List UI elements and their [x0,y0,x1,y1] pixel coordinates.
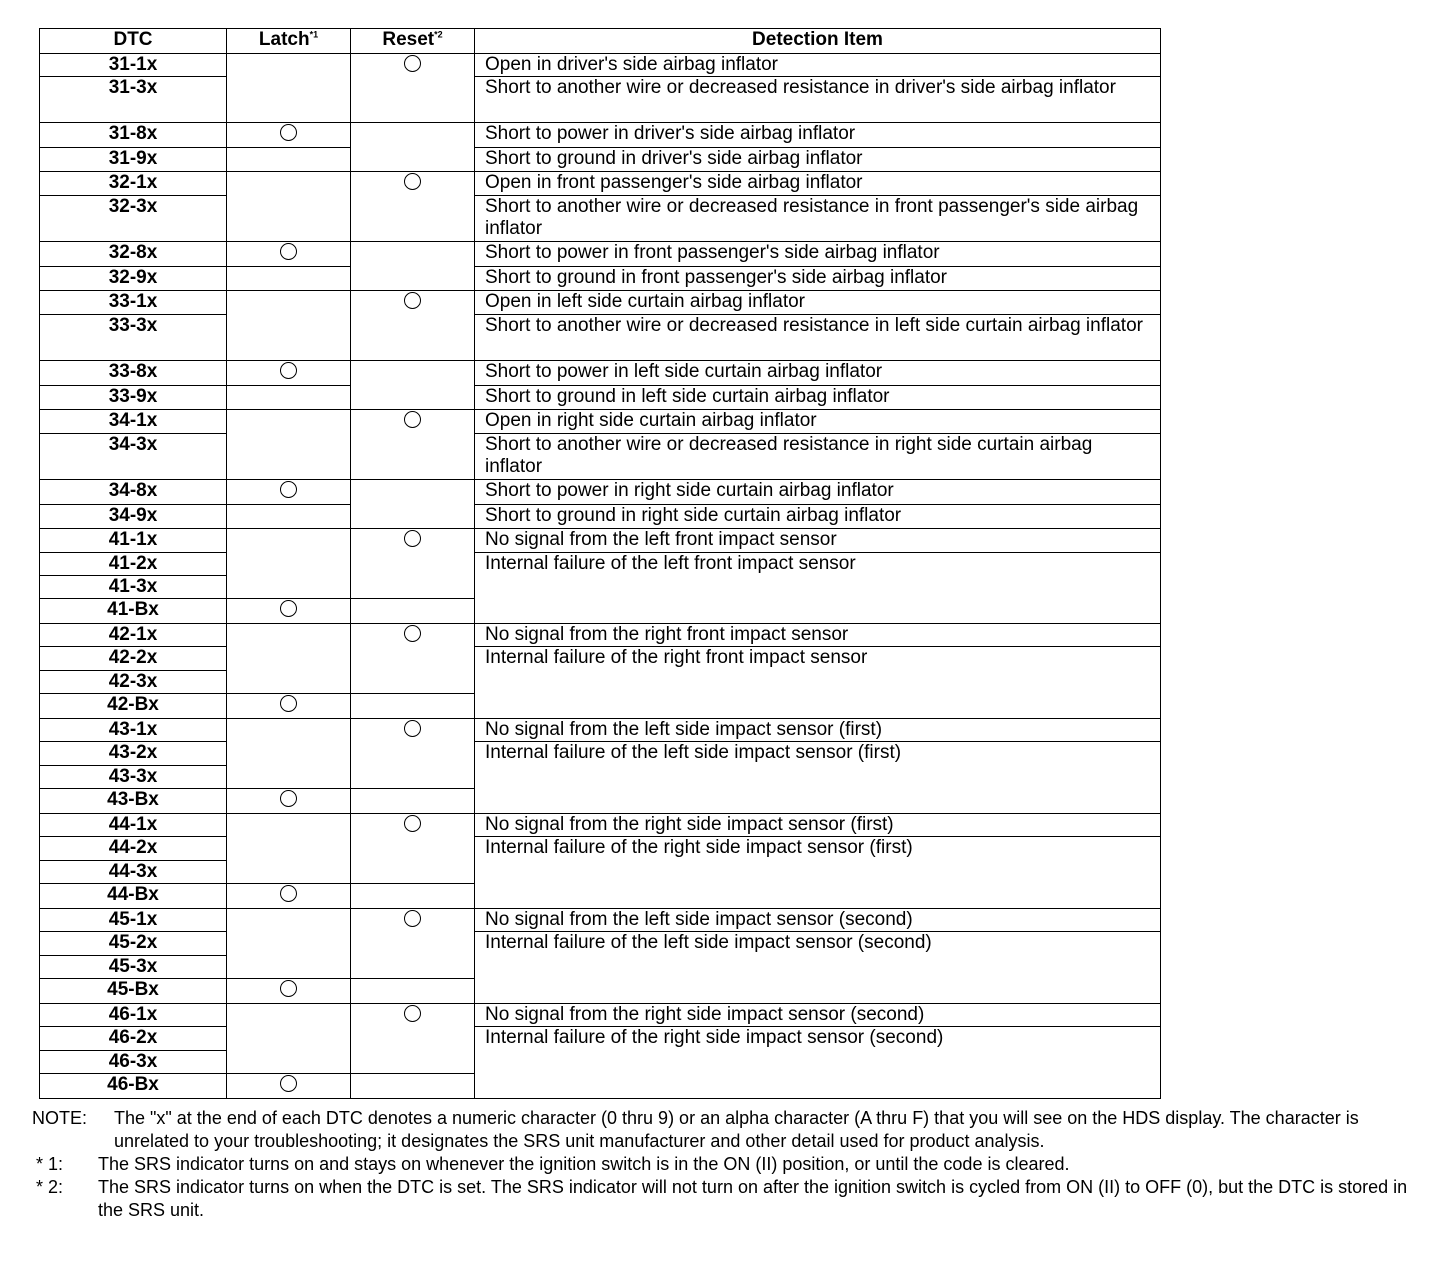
dtc-code: 31-9x [40,148,227,172]
detection-item: Short to another wire or decreased resistance in driver's side airbag inflator [475,77,1161,123]
table-row [40,932,1161,956]
reset-cell [351,979,475,1004]
latch-circle-icon [280,790,297,807]
header-reset-label: Reset [382,29,435,50]
reset-circle-icon [404,910,421,927]
table-row [40,77,1161,123]
footnote-1-text: The SRS indicator turns on and stays on whenever the ignition switch is in the ON (II) position, or until the code is cleared. [98,1154,1070,1174]
dtc-code: 41-1x [40,529,227,553]
table-row [40,814,1161,837]
reset-cell [351,694,475,719]
table-row [40,505,1161,529]
latch-circle-icon [280,600,297,617]
detection-item: Open in front passenger's side airbag inflator [475,172,1161,196]
latch-cell [227,909,351,979]
reset-circle-icon [404,411,421,428]
dtc-code: 33-3x [40,315,227,361]
latch-cell [227,1004,351,1074]
latch-cell [227,505,351,529]
table-row [40,410,1161,434]
latch-circle-icon [280,695,297,712]
detection-item: Short to another wire or decreased resistance in left side curtain airbag inflator [475,315,1161,361]
reset-cell [351,242,475,291]
table-row [40,172,1161,196]
latch-cell [227,291,351,361]
latch-cell [227,480,351,505]
table-row [40,196,1161,242]
latch-circle-icon [280,124,297,141]
reset-cell [351,54,475,123]
latch-cell [227,529,351,599]
table-row [40,291,1161,315]
table-row [40,386,1161,410]
latch-cell [227,242,351,267]
reset-cell [351,884,475,909]
table-row [40,837,1161,861]
reset-cell [351,172,475,242]
table-row [40,529,1161,553]
header-detection-item [475,29,1161,54]
latch-cell [227,361,351,386]
dtc-code: 32-3x [40,196,227,242]
latch-cell [227,599,351,624]
latch-cell [227,410,351,480]
table-body [40,54,1161,1099]
dtc-code: 32-8x [40,242,227,267]
note-text: The "x" at the end of each DTC denotes a numeric character (0 thru 9) or an alpha character (A thru F) that you will see on the HDS display. The character is unrelated to your troubleshooting; it designates the SRS unit manufacturer and other detail used for product analysis. [114,1108,1359,1151]
latch-cell [227,386,351,410]
detection-item: Internal failure of the left side impact sensor (second) [475,932,1161,1004]
reset-circle-icon [404,625,421,642]
table-row [40,624,1161,647]
detection-item: No signal from the right front impact sensor [475,624,1161,647]
table-header-row [40,29,1161,54]
latch-circle-icon [280,481,297,498]
latch-cell [227,719,351,789]
reset-circle-icon [404,815,421,832]
dtc-code: 31-1x [40,54,227,77]
dtc-code: 46-3x [40,1051,227,1074]
detection-item: Internal failure of the right front impact sensor [475,647,1161,719]
dtc-code: 44-1x [40,814,227,837]
dtc-code: 42-Bx [40,694,227,719]
dtc-code: 43-3x [40,766,227,789]
detection-item: Short to ground in driver's side airbag inflator [475,148,1161,172]
dtc-code: 43-1x [40,719,227,742]
detection-item: Short to ground in front passenger's side airbag inflator [475,267,1161,291]
reset-cell [351,624,475,694]
reset-cell [351,599,475,624]
detection-item: Open in right side curtain airbag inflator [475,410,1161,434]
header-dtc-label: DTC [113,29,153,50]
dtc-code: 33-8x [40,361,227,386]
dtc-code: 33-9x [40,386,227,410]
latch-cell [227,814,351,884]
dtc-code: 34-8x [40,480,227,505]
dtc-code: 33-1x [40,291,227,315]
latch-cell [227,624,351,694]
header-latch [227,29,351,54]
note-label: NOTE: [32,1108,88,1128]
latch-cell [227,789,351,814]
table-row [40,267,1161,291]
table-row [40,1004,1161,1027]
latch-cell [227,979,351,1004]
footnote-1-label: * 1: [36,1154,64,1174]
dtc-code: 46-2x [40,1027,227,1051]
detection-item: Open in left side curtain airbag inflator [475,291,1161,315]
reset-cell [351,814,475,884]
dtc-code: 45-2x [40,932,227,956]
dtc-code: 34-3x [40,434,227,480]
latch-cell [227,267,351,291]
table-row [40,315,1161,361]
table-row [40,742,1161,766]
footnote-2-text: The SRS indicator turns on when the DTC is set. The SRS indicator will not turn on after the ignition switch is cycled from ON (II) to OFF (0), but the DTC is stored in the SRS unit. [98,1177,1408,1220]
dtc-code: 34-1x [40,410,227,434]
detection-item: Internal failure of the right side impact sensor (first) [475,837,1161,909]
dtc-code: 34-9x [40,505,227,529]
table-row [40,1027,1161,1051]
header-latch-label: Latch [258,29,310,50]
detection-item: Short to ground in left side curtain airbag inflator [475,386,1161,410]
detection-item: No signal from the left front impact sensor [475,529,1161,553]
dtc-code: 42-1x [40,624,227,647]
detection-item: No signal from the right side impact sensor (second) [475,1004,1161,1027]
dtc-code: 41-2x [40,553,227,576]
latch-cell [227,1074,351,1099]
dtc-code: 32-1x [40,172,227,196]
detection-item: No signal from the left side impact sensor (first) [475,719,1161,742]
table-row [40,553,1161,576]
detection-item: No signal from the left side impact sensor (second) [475,909,1161,932]
reset-circle-icon [404,1005,421,1022]
dtc-code: 31-3x [40,77,227,123]
detection-item: No signal from the right side impact sensor (first) [475,814,1161,837]
detection-item: Short to power in front passenger's side airbag inflator [475,242,1161,267]
header-reset-footnote: *2 [434,29,443,40]
reset-cell [351,1004,475,1074]
table-row [40,719,1161,742]
table-row [40,480,1161,505]
dtc-code: 43-Bx [40,789,227,814]
dtc-code: 41-Bx [40,599,227,624]
reset-cell [351,529,475,599]
reset-circle-icon [404,55,421,72]
reset-cell [351,410,475,480]
header-reset [351,29,475,54]
dtc-code: 45-3x [40,956,227,979]
notes-section [32,1107,1412,1222]
latch-circle-icon [280,243,297,260]
latch-circle-icon [280,980,297,997]
detection-item: Short to power in driver's side airbag inflator [475,123,1161,148]
dtc-code: 31-8x [40,123,227,148]
detection-item: Short to power in left side curtain airbag inflator [475,361,1161,386]
reset-circle-icon [404,530,421,547]
latch-circle-icon [280,1075,297,1092]
footnote-2 [32,1176,1412,1222]
note-line [32,1107,1412,1153]
table-row [40,361,1161,386]
latch-cell [227,148,351,172]
latch-circle-icon [280,885,297,902]
reset-cell [351,1074,475,1099]
table-row [40,242,1161,267]
header-latch-footnote: *1 [309,29,319,40]
latch-cell [227,123,351,148]
detection-item: Short to another wire or decreased resistance in right side curtain airbag inflator [475,434,1161,480]
header-detection-item-label: Detection Item [752,29,883,50]
table-row [40,123,1161,148]
dtc-code: 42-3x [40,671,227,694]
latch-cell [227,54,351,123]
detection-item: Short to ground in right side curtain airbag inflator [475,505,1161,529]
header-dtc [40,29,227,54]
dtc-code: 42-2x [40,647,227,671]
detection-item: Open in driver's side airbag inflator [475,54,1161,77]
latch-cell [227,884,351,909]
table-row [40,434,1161,480]
detection-item: Internal failure of the left front impact sensor [475,553,1161,624]
dtc-code: 46-1x [40,1004,227,1027]
footnote-1 [32,1153,1412,1176]
table-row [40,148,1161,172]
reset-cell [351,789,475,814]
dtc-code: 45-1x [40,909,227,932]
reset-circle-icon [404,720,421,737]
reset-cell [351,909,475,979]
reset-cell [351,123,475,172]
reset-cell [351,361,475,410]
latch-circle-icon [280,362,297,379]
reset-cell [351,719,475,789]
reset-circle-icon [404,292,421,309]
detection-item: Internal failure of the right side impact sensor (second) [475,1027,1161,1099]
dtc-code: 46-Bx [40,1074,227,1099]
footnote-2-label: * 2: [36,1177,64,1197]
dtc-table [39,28,1161,1099]
dtc-code: 32-9x [40,267,227,291]
dtc-code: 44-Bx [40,884,227,909]
dtc-code: 41-3x [40,576,227,599]
reset-cell [351,480,475,529]
dtc-code: 44-3x [40,861,227,884]
table-row [40,909,1161,932]
latch-cell [227,694,351,719]
detection-item: Short to another wire or decreased resistance in front passenger's side airbag inflator [475,196,1161,242]
dtc-code: 44-2x [40,837,227,861]
dtc-code: 43-2x [40,742,227,766]
reset-circle-icon [404,173,421,190]
detection-item: Short to power in right side curtain airbag inflator [475,480,1161,505]
dtc-code: 45-Bx [40,979,227,1004]
detection-item: Internal failure of the left side impact sensor (first) [475,742,1161,814]
reset-cell [351,291,475,361]
table-row [40,647,1161,671]
latch-cell [227,172,351,242]
table-row [40,54,1161,77]
